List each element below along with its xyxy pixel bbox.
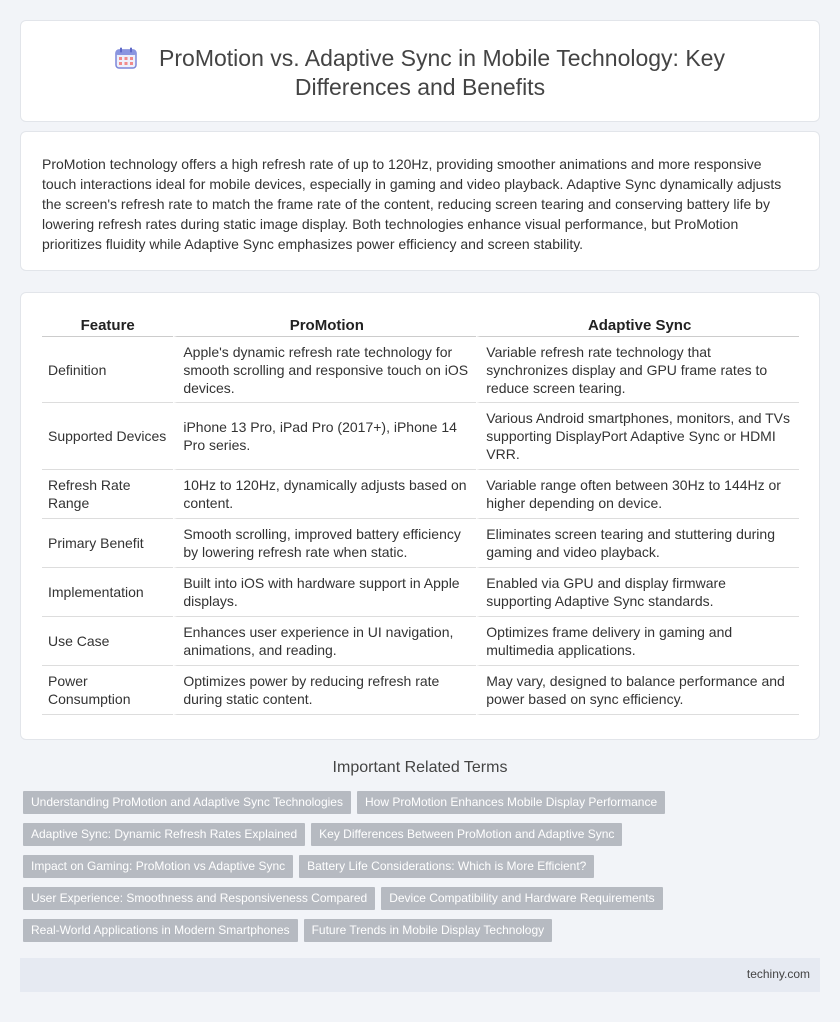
- adaptive-sync-cell: May vary, designed to balance performance and power based on sync efficiency.: [476, 666, 799, 715]
- intro-card: [20, 131, 820, 271]
- promotion-cell: Apple's dynamic refresh rate technology for smooth scrolling and responsive touch on iOS devices.: [173, 337, 476, 403]
- feature-cell: Power Consumption: [42, 666, 173, 715]
- related-term-link[interactable]: Real-World Applications in Modern Smartphones: [23, 919, 298, 942]
- related-term-link[interactable]: Device Compatibility and Hardware Requirements: [381, 887, 662, 910]
- promotion-cell: Smooth scrolling, improved battery efficiency by lowering refresh rate when static.: [173, 519, 476, 568]
- table-row: [42, 337, 799, 403]
- title-line-2: Differences and Benefits: [294, 74, 546, 100]
- related-term-link[interactable]: How ProMotion Enhances Mobile Display Performance: [357, 791, 665, 814]
- table-header-row: [42, 315, 799, 337]
- adaptive-sync-cell: Enabled via GPU and display firmware supporting Adaptive Sync standards.: [476, 568, 799, 617]
- header-promotion: ProMotion: [173, 315, 476, 337]
- page-title: [21, 44, 819, 102]
- related-term-link[interactable]: Key Differences Between ProMotion and Adaptive Sync: [311, 823, 622, 846]
- related-term-link[interactable]: Battery Life Considerations: Which is More Efficient?: [299, 855, 594, 878]
- intro-paragraph: ProMotion technology offers a high refresh rate of up to 120Hz, providing smoother animations and more responsive touch interactions ideal for mobile devices, especially in gaming and video playback. Adaptive Sync dynamically adjusts the screen's refresh rate to match the frame rate of the content, reducing screen tearing and conserving battery life by lowering refresh rates during static image display. Both technologies enhance visual performance, but ProMotion prioritizes fluidity while Adaptive Sync emphasizes power efficiency and screen stability.: [42, 156, 782, 252]
- promotion-cell: Optimizes power by reducing refresh rate during static content.: [173, 666, 476, 715]
- related-term-link[interactable]: Adaptive Sync: Dynamic Refresh Rates Explained: [23, 823, 305, 846]
- feature-cell: Primary Benefit: [42, 519, 173, 568]
- footer-site-link[interactable]: techiny.com: [746, 967, 810, 981]
- table-row: [42, 568, 799, 617]
- related-term-link[interactable]: Understanding ProMotion and Adaptive Sync Technologies: [23, 791, 351, 814]
- related-terms-heading: Important Related Terms: [332, 759, 508, 776]
- adaptive-sync-cell: Variable range often between 30Hz to 144Hz or higher depending on device.: [476, 470, 799, 519]
- table-row: [42, 470, 799, 519]
- tag-row: [23, 855, 823, 887]
- table-row: [42, 617, 799, 666]
- table-row: [42, 519, 799, 568]
- comparison-table: [42, 315, 799, 715]
- adaptive-sync-cell: Optimizes frame delivery in gaming and multimedia applications.: [476, 617, 799, 666]
- header-feature: Feature: [42, 315, 173, 337]
- promotion-cell: Built into iOS with hardware support in Apple displays.: [173, 568, 476, 617]
- feature-cell: Implementation: [42, 568, 173, 617]
- table-row: [42, 666, 799, 715]
- tag-row: [23, 887, 823, 919]
- header-adaptive-sync: Adaptive Sync: [476, 315, 799, 337]
- related-term-link[interactable]: User Experience: Smoothness and Responsiveness Compared: [23, 887, 375, 910]
- calendar-icon: [115, 47, 137, 69]
- adaptive-sync-cell: Variable refresh rate technology that synchronizes display and GPU frame rates to reduce screen tearing.: [476, 337, 799, 403]
- tag-row: [23, 823, 823, 855]
- title-line-1: ProMotion vs. Adaptive Sync in Mobile Technology: Key: [159, 45, 725, 71]
- comparison-card: [20, 292, 820, 740]
- table-row: [42, 403, 799, 470]
- tag-row: [23, 791, 823, 823]
- adaptive-sync-cell: Eliminates screen tearing and stuttering during gaming and video playback.: [476, 519, 799, 568]
- feature-cell: Use Case: [42, 617, 173, 666]
- promotion-cell: Enhances user experience in UI navigation, animations, and reading.: [173, 617, 476, 666]
- promotion-cell: 10Hz to 120Hz, dynamically adjusts based on content.: [173, 470, 476, 519]
- related-terms-list: [23, 791, 823, 951]
- promotion-cell: iPhone 13 Pro, iPad Pro (2017+), iPhone 14 Pro series.: [173, 403, 476, 470]
- footer: [20, 958, 820, 992]
- feature-cell: Supported Devices: [42, 403, 173, 470]
- feature-cell: Definition: [42, 337, 173, 403]
- tag-row: [23, 919, 823, 951]
- related-term-link[interactable]: Impact on Gaming: ProMotion vs Adaptive Sync: [23, 855, 293, 878]
- related-term-link[interactable]: Future Trends in Mobile Display Technology: [304, 919, 553, 942]
- header-card: [20, 20, 820, 122]
- adaptive-sync-cell: Various Android smartphones, monitors, and TVs supporting DisplayPort Adaptive Sync or HDMI VRR.: [476, 403, 799, 470]
- feature-cell: Refresh Rate Range: [42, 470, 173, 519]
